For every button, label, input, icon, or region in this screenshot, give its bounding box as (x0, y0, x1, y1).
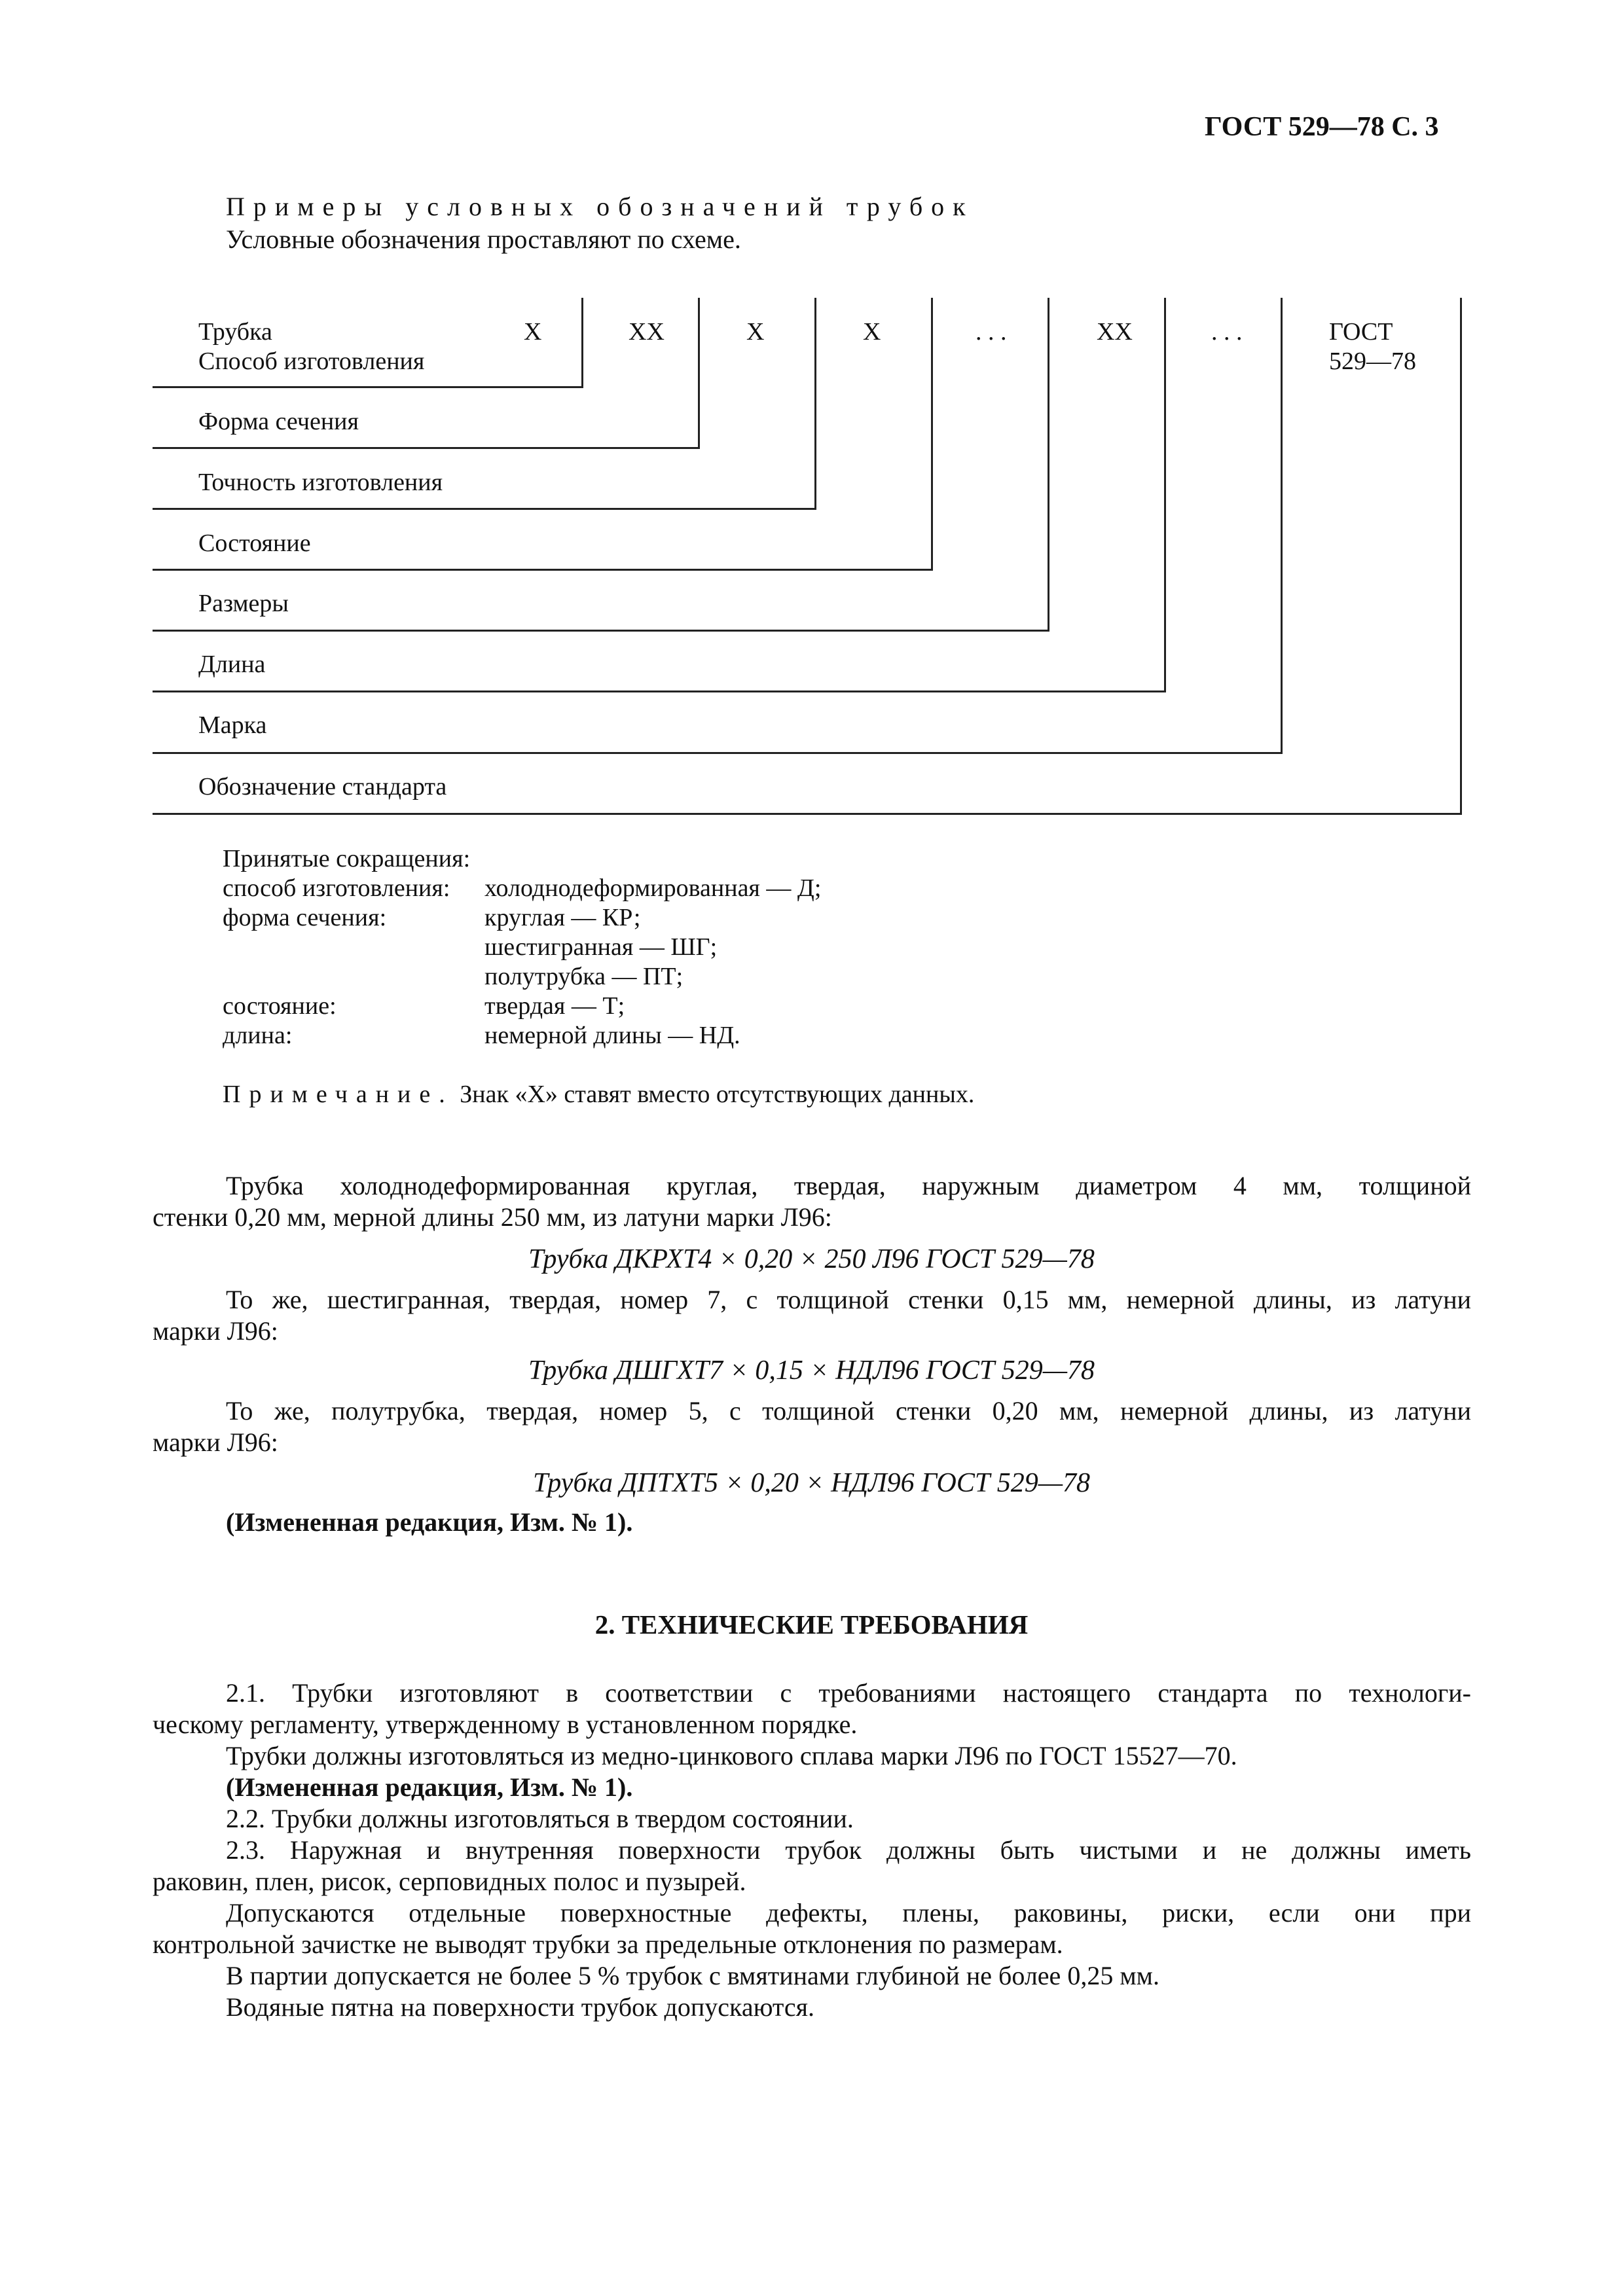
note (223, 1080, 974, 1109)
scheme-vline-4 (931, 298, 933, 570)
p23c: В партии допускается не более 5 % трубок с вмятинами глубиной не более 0,25 мм. (226, 1961, 1159, 1990)
example1-line2: стенки 0,20 мм, мерной длины 250 мм, из латуни марки Л96: (153, 1202, 832, 1232)
example3-line2: марки Л96: (153, 1427, 278, 1457)
abbr-title: Принятые сокращения: (223, 845, 471, 872)
label-method: Способ изготовления (198, 348, 425, 375)
code-accuracy: Х (746, 318, 765, 346)
example3-line1: То же, полутрубка, твердая, номер 5, с толщиной стенки 0,20 мм, немерной длины, из латуни (226, 1396, 1471, 1426)
abbr-value-nonmeasured: немерной длины — НД. (484, 1022, 740, 1049)
example3-formula: Трубка ДПТХТ5 × 0,20 × НДЛ96 ГОСТ 529—78 (532, 1468, 1091, 1498)
scheme-item: Трубка (198, 318, 272, 346)
examples-heading: Примеры условных обозначений трубок (226, 192, 974, 221)
code-method: Х (524, 318, 542, 346)
abbr-value-hex: шестигранная — ШГ; (484, 933, 718, 961)
gost-line2: 529—78 (1329, 348, 1416, 375)
example1-paragraph (153, 1170, 1471, 1233)
scheme-hline-4 (153, 569, 933, 571)
p23b-line1: Допускаются отдельные поверхностные дефекты, плены, раковины, риски, если они при (226, 1898, 1471, 1928)
label-length: Длина (198, 651, 266, 678)
scheme-hline-6 (153, 691, 1166, 692)
page-header: ГОСТ 529—78 С. 3 (1205, 112, 1439, 142)
scheme-intro: Условные обозначения проставляют по схеме. (226, 224, 741, 254)
p23b-line2: контрольной зачистке не выводят трубки за предельные отклонения по размерам. (153, 1929, 1063, 1959)
abbr-label-length: длина: (223, 1022, 293, 1049)
section2-body (153, 1677, 1471, 2023)
abbr-label-method: способ изготовления: (223, 874, 450, 902)
p21-line2: ческому регламенту, утвержденному в установленном порядке. (153, 1710, 858, 1739)
example3-paragraph (153, 1395, 1471, 1458)
abbr-label-section: форма сечения: (223, 904, 387, 931)
label-grade: Марка (198, 711, 267, 739)
scheme-vline-6 (1164, 298, 1166, 692)
scheme-vline-8 (1460, 298, 1462, 814)
label-accuracy: Точность изготовления (198, 469, 443, 496)
p23-line1: 2.3. Наружная и внутренняя поверхности трубок должны быть чистыми и не должны иметь (226, 1835, 1471, 1865)
p23d: Водяные пятна на поверхности трубок допускаются. (226, 1992, 815, 2022)
scheme-hline-8 (153, 813, 1462, 815)
label-sizes: Размеры (198, 590, 289, 617)
code-state: Х (863, 318, 881, 346)
abbr-value-hard: твердая — Т; (484, 992, 625, 1020)
amendment-note-2: (Измененная редакция, Изм. № 1). (226, 1772, 633, 1802)
example2-line1: То же, шестигранная, твердая, номер 7, с толщиной стенки 0,15 мм, немерной длины, из латуни (226, 1285, 1471, 1314)
example1-line1: Трубка холоднодеформированная круглая, твердая, наружным диаметром 4 мм, толщиной (226, 1171, 1471, 1200)
scheme-vline-5 (1048, 298, 1049, 631)
p21-line1: 2.1. Трубки изготовляют в соответствии с требованиями настоящего стандарта по технологи- (226, 1678, 1471, 1708)
scheme-hline-2 (153, 447, 700, 449)
abbr-value-half: полутрубка — ПТ; (484, 963, 684, 990)
code-length: ХХ (1097, 318, 1133, 346)
label-state: Состояние (198, 529, 311, 557)
scheme-hline-1 (153, 386, 583, 388)
p23-line2: раковин, плен, рисок, серповидных полос и пузырей. (153, 1867, 746, 1896)
example2-paragraph (153, 1284, 1471, 1347)
scheme-vline-2 (698, 298, 700, 448)
code-grade: . . . (1211, 318, 1243, 346)
abbr-label-state: состояние: (223, 992, 337, 1020)
scheme-vline-7 (1281, 298, 1283, 753)
note-text: Знак «Х» ставят вместо отсутствующих данных. (460, 1081, 975, 1108)
label-section: Форма сечения (198, 408, 359, 435)
example2-line2: марки Л96: (153, 1316, 278, 1346)
section2-title: 2. ТЕХНИЧЕСКИЕ ТРЕБОВАНИЯ (594, 1609, 1029, 1640)
example1-formula: Трубка ДКРХТ4 × 0,20 × 250 Л96 ГОСТ 529—78 (528, 1244, 1095, 1274)
p22: 2.2. Трубки должны изготовляться в твердом состоянии. (226, 1804, 854, 1833)
example2-formula: Трубка ДШГХТ7 × 0,15 × НДЛ96 ГОСТ 529—78 (528, 1355, 1095, 1386)
p21b: Трубки должны изготовляться из медно-цинкового сплава марки Л96 по ГОСТ 15527—70. (226, 1741, 1237, 1770)
scheme-vline-3 (814, 298, 816, 509)
abbr-value-round: круглая — КР; (484, 904, 641, 931)
label-standard: Обозначение стандарта (198, 773, 447, 800)
code-section: ХХ (629, 318, 665, 346)
scheme-hline-7 (153, 752, 1283, 754)
abbr-value-method: холоднодеформированная — Д; (484, 874, 822, 902)
note-label: Примечание. (223, 1081, 454, 1108)
scheme-hline-3 (153, 508, 816, 510)
scheme-hline-5 (153, 630, 1049, 632)
code-sizes: . . . (976, 318, 1007, 346)
scheme-vline-1 (581, 298, 583, 387)
amendment-note-1: (Измененная редакция, Изм. № 1). (226, 1507, 633, 1537)
gost-line1: ГОСТ (1329, 318, 1393, 346)
